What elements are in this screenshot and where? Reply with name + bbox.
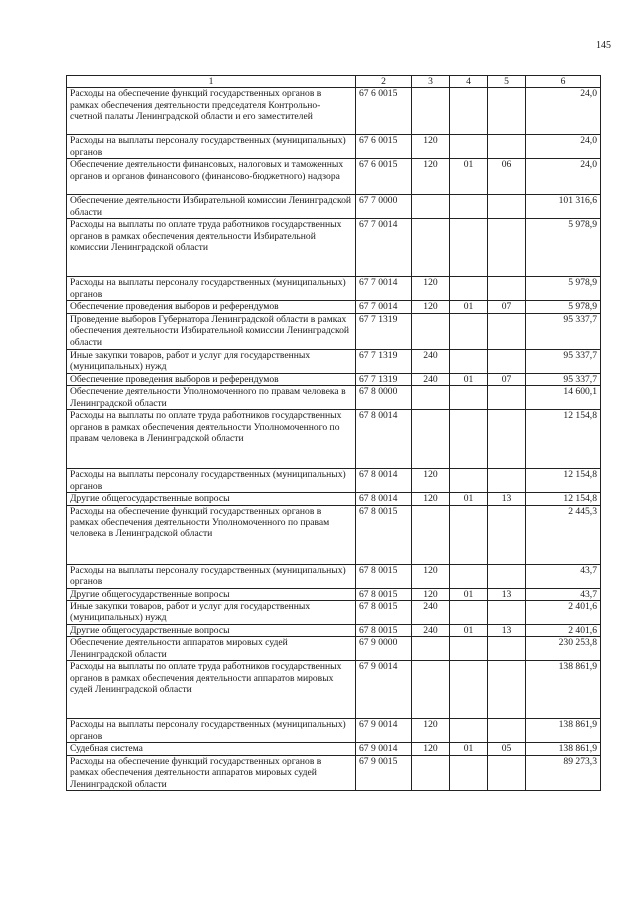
cell-pr: 07	[488, 373, 526, 385]
cell-vr: 240	[412, 601, 450, 625]
cell-name: Судебная система	[67, 743, 356, 755]
table-body	[67, 88, 601, 791]
cell-code: 67 8 0015	[356, 601, 412, 625]
cell-code: 67 6 0015	[356, 88, 412, 135]
cell-pr	[488, 277, 526, 301]
cell-code: 67 7 0014	[356, 219, 412, 277]
cell-code: 67 7 1319	[356, 349, 412, 373]
cell-rz	[450, 661, 488, 719]
cell-name: Расходы на выплаты персоналу государственных (муниципальных) органов	[67, 719, 356, 743]
cell-amount: 12 154,8	[526, 493, 601, 505]
cell-rz: 01	[450, 588, 488, 600]
cell-rz	[450, 505, 488, 564]
cell-amount: 230 253,8	[526, 637, 601, 661]
cell-pr: 13	[488, 625, 526, 637]
cell-pr	[488, 349, 526, 373]
cell-code: 67 8 0014	[356, 493, 412, 505]
cell-amount: 43,7	[526, 564, 601, 588]
cell-code: 67 8 0015	[356, 505, 412, 564]
cell-amount: 2 401,6	[526, 625, 601, 637]
cell-code: 67 9 0015	[356, 755, 412, 790]
cell-amount: 95 337,7	[526, 373, 601, 385]
cell-name: Обеспечение проведения выборов и референдумов	[67, 301, 356, 313]
cell-amount: 24,0	[526, 88, 601, 135]
cell-name: Расходы на выплаты по оплате труда работников государственных органов в рамках обеспечения деятельности Избирательной комиссии Ленинградской области	[67, 219, 356, 277]
cell-code: 67 8 0014	[356, 410, 412, 469]
cell-rz	[450, 88, 488, 135]
table-row	[67, 313, 601, 349]
cell-rz: 01	[450, 743, 488, 755]
cell-pr	[488, 661, 526, 719]
column-header: 1	[67, 76, 356, 88]
cell-pr	[488, 564, 526, 588]
cell-name: Расходы на обеспечение функций государственных органов в рамках обеспечения деятельности аппаратов мировых судей Ленинградской области	[67, 755, 356, 790]
table-row	[67, 195, 601, 219]
cell-name: Проведение выборов Губернатора Ленинградской области в рамках обеспечения деятельности Избирательной комиссии Ленинградской области	[67, 313, 356, 349]
cell-vr: 120	[412, 135, 450, 159]
cell-vr: 120	[412, 159, 450, 195]
cell-name: Другие общегосударственные вопросы	[67, 625, 356, 637]
cell-vr: 120	[412, 719, 450, 743]
cell-pr	[488, 135, 526, 159]
cell-rz	[450, 349, 488, 373]
cell-name: Расходы на выплаты персоналу государственных (муниципальных) органов	[67, 277, 356, 301]
cell-vr	[412, 313, 450, 349]
cell-vr: 120	[412, 277, 450, 301]
table-row	[67, 564, 601, 588]
cell-vr: 120	[412, 564, 450, 588]
cell-vr: 120	[412, 743, 450, 755]
column-header: 6	[526, 76, 601, 88]
cell-name: Обеспечение деятельности аппаратов мировых судей Ленинградской области	[67, 637, 356, 661]
table-row	[67, 469, 601, 493]
cell-vr	[412, 505, 450, 564]
cell-name: Обеспечение проведения выборов и референдумов	[67, 373, 356, 385]
cell-pr	[488, 219, 526, 277]
cell-code: 67 9 0014	[356, 743, 412, 755]
cell-rz: 01	[450, 373, 488, 385]
cell-code: 67 9 0014	[356, 661, 412, 719]
cell-rz: 01	[450, 625, 488, 637]
cell-vr: 120	[412, 493, 450, 505]
cell-vr: 240	[412, 373, 450, 385]
cell-amount: 12 154,8	[526, 410, 601, 469]
cell-code: 67 8 0015	[356, 588, 412, 600]
cell-pr	[488, 410, 526, 469]
cell-pr	[488, 469, 526, 493]
cell-rz: 01	[450, 301, 488, 313]
cell-rz	[450, 719, 488, 743]
table-row	[67, 219, 601, 277]
cell-rz	[450, 135, 488, 159]
table-row	[67, 159, 601, 195]
column-header: 2	[356, 76, 412, 88]
cell-vr	[412, 386, 450, 410]
cell-amount: 5 978,9	[526, 277, 601, 301]
cell-vr: 240	[412, 349, 450, 373]
cell-amount: 89 273,3	[526, 755, 601, 790]
cell-vr: 120	[412, 301, 450, 313]
cell-code: 67 8 0000	[356, 386, 412, 410]
cell-rz	[450, 637, 488, 661]
cell-code: 67 8 0015	[356, 564, 412, 588]
cell-rz: 01	[450, 493, 488, 505]
cell-pr: 05	[488, 743, 526, 755]
cell-name: Обеспечение деятельности Избирательной комиссии Ленинградской области	[67, 195, 356, 219]
cell-code: 67 7 1319	[356, 313, 412, 349]
cell-name: Расходы на выплаты персоналу государственных (муниципальных) органов	[67, 469, 356, 493]
table-row	[67, 661, 601, 719]
cell-name: Расходы на выплаты персоналу государственных (муниципальных) органов	[67, 564, 356, 588]
cell-amount: 14 600,1	[526, 386, 601, 410]
cell-vr	[412, 410, 450, 469]
cell-pr	[488, 313, 526, 349]
cell-amount: 24,0	[526, 159, 601, 195]
cell-name: Другие общегосударственные вопросы	[67, 493, 356, 505]
table-row	[67, 505, 601, 564]
cell-code: 67 6 0015	[356, 159, 412, 195]
cell-amount: 138 861,9	[526, 719, 601, 743]
cell-amount: 12 154,8	[526, 469, 601, 493]
table-row	[67, 410, 601, 469]
table-row	[67, 637, 601, 661]
cell-pr	[488, 195, 526, 219]
cell-amount: 2 401,6	[526, 601, 601, 625]
cell-name: Другие общегосударственные вопросы	[67, 588, 356, 600]
cell-code: 67 8 0015	[356, 625, 412, 637]
cell-amount: 138 861,9	[526, 661, 601, 719]
cell-pr	[488, 755, 526, 790]
cell-pr	[488, 88, 526, 135]
table-row	[67, 386, 601, 410]
cell-rz: 01	[450, 159, 488, 195]
cell-rz	[450, 601, 488, 625]
table-row	[67, 719, 601, 743]
cell-amount: 2 445,3	[526, 505, 601, 564]
cell-amount: 95 337,7	[526, 349, 601, 373]
table-row	[67, 743, 601, 755]
cell-pr: 07	[488, 301, 526, 313]
cell-pr: 13	[488, 588, 526, 600]
cell-code: 67 6 0015	[356, 135, 412, 159]
cell-amount: 5 978,9	[526, 219, 601, 277]
cell-amount: 5 978,9	[526, 301, 601, 313]
cell-vr	[412, 661, 450, 719]
cell-rz	[450, 313, 488, 349]
cell-pr: 13	[488, 493, 526, 505]
cell-pr	[488, 505, 526, 564]
cell-name: Расходы на обеспечение функций государственных органов в рамках обеспечения деятельности Уполномоченного по правам человека в Ленинградской области	[67, 505, 356, 564]
cell-pr	[488, 637, 526, 661]
cell-code: 67 7 0000	[356, 195, 412, 219]
table-row	[67, 625, 601, 637]
cell-name: Обеспечение деятельности Уполномоченного по правам человека в Ленинградской области	[67, 386, 356, 410]
cell-amount: 101 316,6	[526, 195, 601, 219]
table-row	[67, 135, 601, 159]
cell-rz	[450, 564, 488, 588]
table-row	[67, 601, 601, 625]
cell-amount: 138 861,9	[526, 743, 601, 755]
cell-rz	[450, 195, 488, 219]
cell-name: Иные закупки товаров, работ и услуг для государственных (муниципальных) нужд	[67, 601, 356, 625]
cell-vr	[412, 637, 450, 661]
cell-pr	[488, 386, 526, 410]
cell-name: Расходы на выплаты по оплате труда работников государственных органов в рамках обеспечения деятельности аппаратов мировых судей Ленинградской области	[67, 661, 356, 719]
cell-name: Расходы на выплаты персоналу государственных (муниципальных) органов	[67, 135, 356, 159]
cell-code: 67 7 1319	[356, 373, 412, 385]
cell-vr: 240	[412, 625, 450, 637]
cell-pr	[488, 601, 526, 625]
cell-code: 67 9 0014	[356, 719, 412, 743]
cell-vr	[412, 88, 450, 135]
column-header: 5	[488, 76, 526, 88]
cell-rz	[450, 755, 488, 790]
cell-vr	[412, 195, 450, 219]
table-row	[67, 588, 601, 600]
page-number: 145	[596, 40, 611, 51]
cell-pr: 06	[488, 159, 526, 195]
table-row	[67, 277, 601, 301]
cell-code: 67 7 0014	[356, 301, 412, 313]
table-row	[67, 88, 601, 135]
cell-code: 67 9 0000	[356, 637, 412, 661]
cell-vr	[412, 219, 450, 277]
cell-code: 67 7 0014	[356, 277, 412, 301]
table-row	[67, 301, 601, 313]
column-numbers-row	[67, 76, 601, 88]
cell-name: Расходы на обеспечение функций государственных органов в рамках обеспечения деятельности председателя Контрольно-счетной палаты Ленинградской области и его заместителей	[67, 88, 356, 135]
cell-vr	[412, 755, 450, 790]
cell-rz	[450, 410, 488, 469]
cell-amount: 95 337,7	[526, 313, 601, 349]
column-header: 3	[412, 76, 450, 88]
table-row	[67, 373, 601, 385]
cell-rz	[450, 219, 488, 277]
table-row	[67, 755, 601, 790]
column-header: 4	[450, 76, 488, 88]
table-row	[67, 493, 601, 505]
cell-vr: 120	[412, 469, 450, 493]
cell-name: Расходы на выплаты по оплате труда работников государственных органов в рамках обеспечения деятельности Уполномоченного по правам человека в Ленинградской области	[67, 410, 356, 469]
cell-rz	[450, 469, 488, 493]
cell-rz	[450, 277, 488, 301]
cell-code: 67 8 0014	[356, 469, 412, 493]
cell-name: Обеспечение деятельности финансовых, налоговых и таможенных органов и органов финансового (финансово-бюджетного) надзора	[67, 159, 356, 195]
cell-vr: 120	[412, 588, 450, 600]
table-row	[67, 349, 601, 373]
cell-pr	[488, 719, 526, 743]
budget-table	[66, 75, 601, 791]
cell-rz	[450, 386, 488, 410]
cell-amount: 24,0	[526, 135, 601, 159]
cell-name: Иные закупки товаров, работ и услуг для государственных (муниципальных) нужд	[67, 349, 356, 373]
cell-amount: 43,7	[526, 588, 601, 600]
